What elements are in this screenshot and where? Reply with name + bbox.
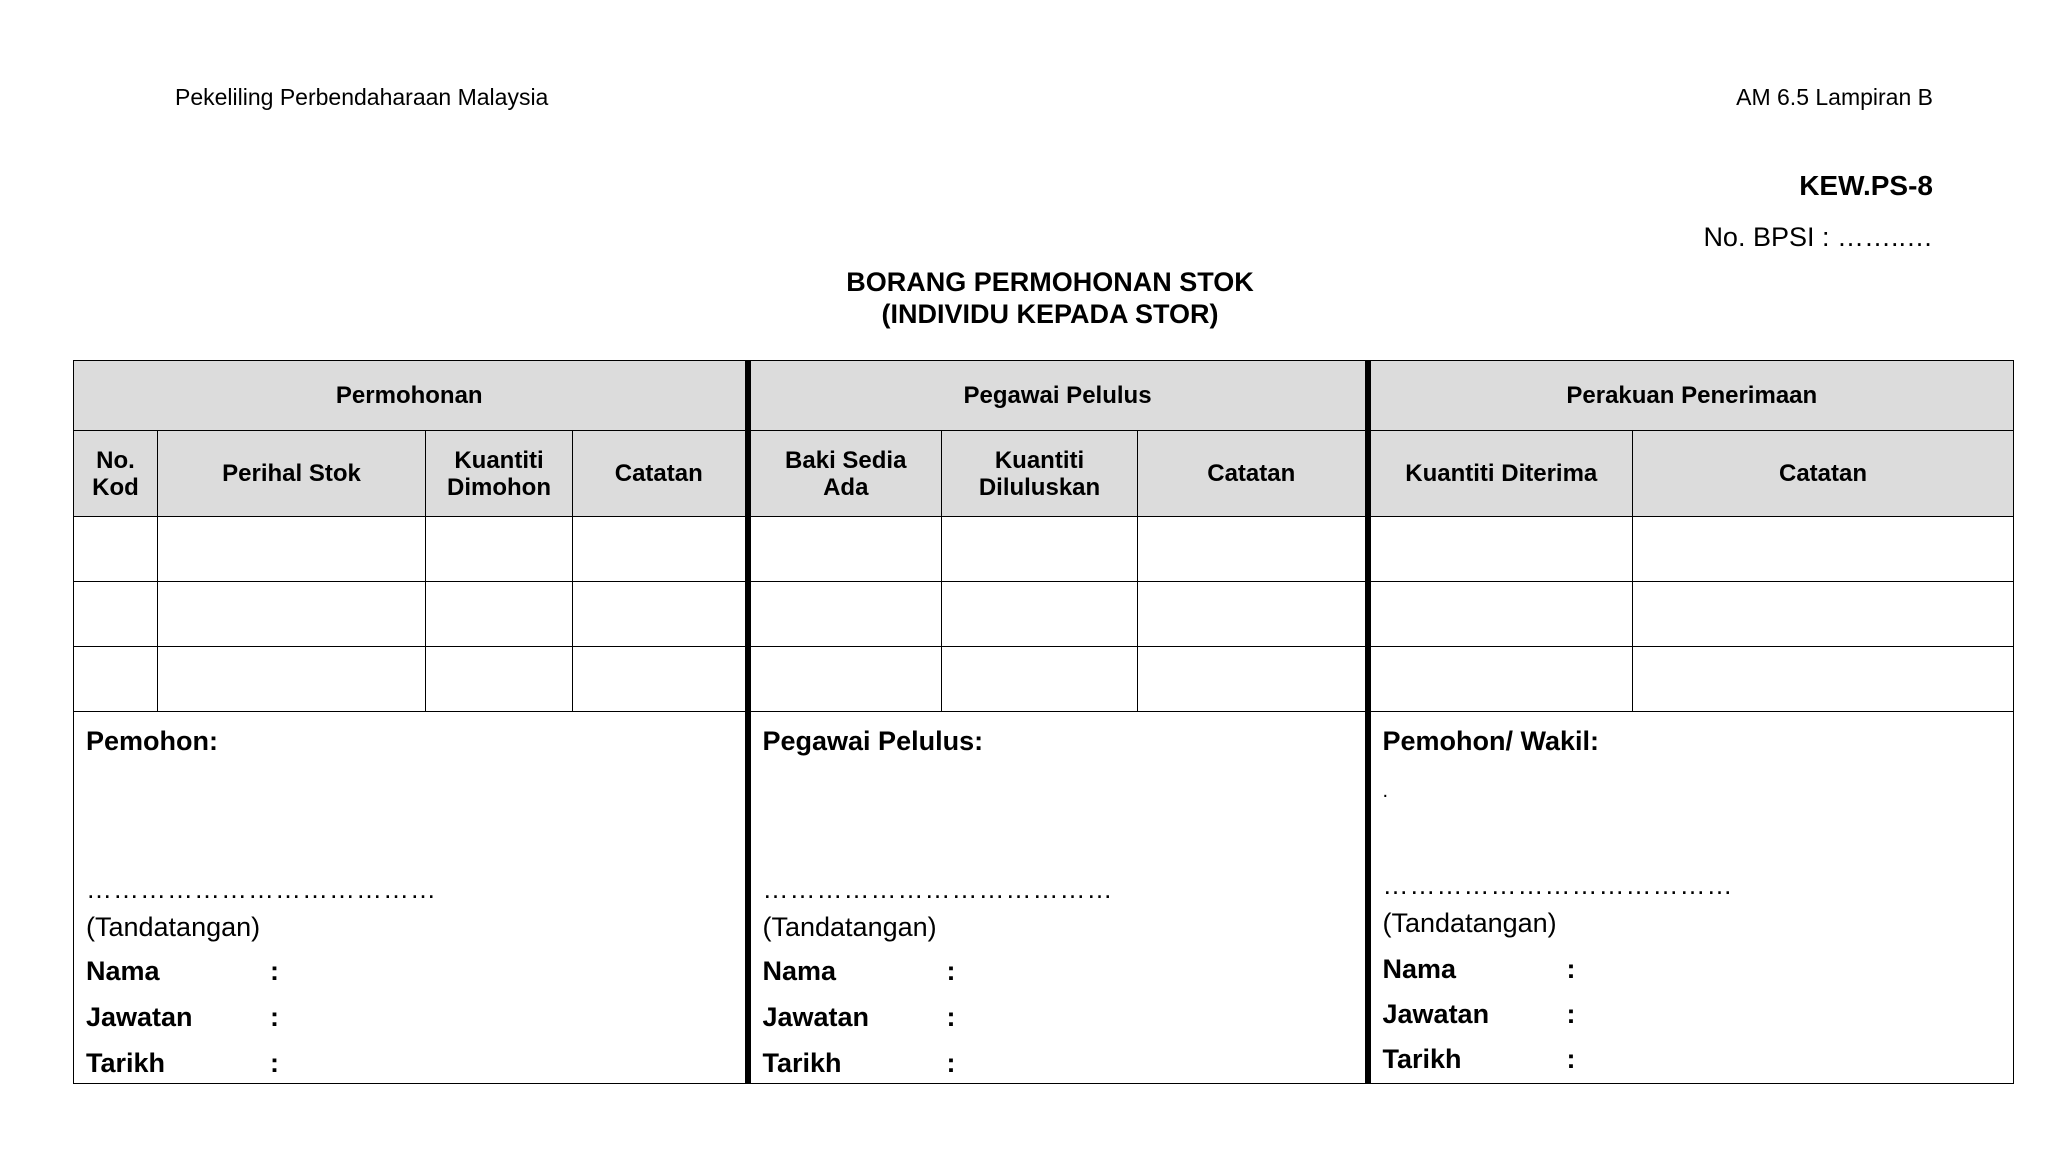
col-kuantiti-diluluskan-line-2: Diluluskan: [978, 473, 1101, 501]
signature-title-wakil: Pemohon/ Wakil:: [1382, 726, 1600, 756]
field-tarikh[interactable]: [763, 1048, 956, 1079]
group-perakuan-penerimaan: Perakuan Penerimaan: [1368, 361, 2014, 431]
circular-reference: Pekeliling Perbendaharaan Malaysia: [175, 84, 549, 110]
col-kuantiti-dimohon-line-2: Dimohon: [447, 473, 551, 501]
stock-request-table: [73, 360, 2014, 1084]
col-catatan-penerimaan: Catatan: [1633, 431, 2014, 517]
signature-line[interactable]: …………………………………: [1382, 870, 1734, 900]
table-cell[interactable]: [748, 517, 942, 582]
table-cell[interactable]: [942, 647, 1138, 712]
table-cell[interactable]: [74, 647, 158, 712]
field-label: Nama: [1382, 954, 1457, 984]
field-label: Tarikh: [86, 1048, 166, 1078]
col-baki-sedia-ada: [748, 431, 942, 517]
field-colon: :: [270, 956, 279, 986]
table-cell[interactable]: [942, 582, 1138, 647]
field-colon: :: [1566, 1044, 1576, 1074]
table-cell[interactable]: [942, 517, 1138, 582]
col-kuantiti-diluluskan: [942, 431, 1138, 517]
col-no-kod: [74, 431, 158, 517]
field-jawatan[interactable]: [86, 1002, 279, 1033]
table-cell[interactable]: [573, 647, 748, 712]
field-label: Nama: [762, 956, 837, 986]
table-row: [74, 582, 2014, 647]
field-colon: :: [270, 1002, 279, 1032]
signature-caption: (Tandatangan): [86, 912, 261, 942]
field-label: Tarikh: [1382, 1044, 1462, 1074]
stray-dot: .: [1382, 780, 1389, 802]
table-cell[interactable]: [1138, 582, 1368, 647]
col-no-kod-line-2: Kod: [92, 473, 139, 501]
field-jawatan[interactable]: [763, 1002, 956, 1033]
table-cell[interactable]: [573, 582, 748, 647]
table-cell[interactable]: [74, 582, 158, 647]
signature-line[interactable]: …………………………………: [762, 874, 1114, 904]
signature-caption: (Tandatangan): [762, 912, 937, 942]
col-kuantiti-diluluskan-line-1: Kuantiti: [994, 446, 1085, 474]
table-cell[interactable]: [1633, 647, 2014, 712]
signature-block-pemohon: [74, 712, 748, 1084]
field-label: Jawatan: [1382, 999, 1490, 1029]
table-cell[interactable]: [158, 517, 426, 582]
field-nama[interactable]: [763, 956, 956, 987]
col-kuantiti-dimohon: [426, 431, 573, 517]
field-colon: :: [946, 956, 956, 986]
form-code: KEW.PS-8: [1799, 170, 1933, 201]
appendix-reference: AM 6.5 Lampiran B: [1736, 84, 1933, 110]
field-colon: :: [1566, 954, 1576, 984]
table-cell[interactable]: [573, 517, 748, 582]
table-cell[interactable]: [158, 582, 426, 647]
col-perihal-stok: Perihal Stok: [158, 431, 426, 517]
group-pegawai-pelulus: Pegawai Pelulus: [748, 361, 1368, 431]
table-cell[interactable]: [426, 517, 573, 582]
table-cell[interactable]: [158, 647, 426, 712]
table-row: [74, 517, 2014, 582]
col-baki-line-1: Baki Sedia: [785, 446, 907, 474]
table-cell[interactable]: [1368, 647, 1633, 712]
table-cell[interactable]: [1368, 582, 1633, 647]
signature-line[interactable]: …………………………………: [86, 874, 437, 904]
form-title: [0, 266, 2048, 330]
col-no-kod-line-1: No.: [96, 446, 135, 474]
signature-title-pemohon: Pemohon:: [86, 726, 218, 756]
form-title-line-2: (INDIVIDU KEPADA STOR): [881, 299, 1219, 329]
signature-title-pegawai: Pegawai Pelulus:: [762, 726, 984, 756]
bpsi-number: No. BPSI : ……..…: [1703, 222, 1933, 252]
signature-block-pegawai-pelulus: [748, 712, 1368, 1084]
field-colon: :: [270, 1048, 279, 1078]
field-tarikh[interactable]: [86, 1048, 279, 1079]
table-cell[interactable]: [1633, 517, 2014, 582]
table-cell[interactable]: [426, 647, 573, 712]
field-colon: :: [946, 1048, 956, 1078]
col-kuantiti-dimohon-line-1: Kuantiti: [454, 446, 544, 474]
field-jawatan[interactable]: [1383, 999, 1576, 1030]
col-baki-line-2: Ada: [823, 473, 869, 501]
field-label: Nama: [86, 956, 160, 986]
table-cell[interactable]: [1633, 582, 2014, 647]
table-cell[interactable]: [1138, 517, 1368, 582]
field-colon: :: [946, 1002, 956, 1032]
table-cell[interactable]: [1368, 517, 1633, 582]
col-catatan-pelulus: Catatan: [1138, 431, 1368, 517]
signature-caption: (Tandatangan): [1382, 908, 1557, 938]
col-kuantiti-diterima: Kuantiti Diterima: [1368, 431, 1633, 517]
field-colon: :: [1566, 999, 1576, 1029]
field-label: Jawatan: [762, 1002, 870, 1032]
field-label: Tarikh: [762, 1048, 842, 1078]
table-cell[interactable]: [74, 517, 158, 582]
field-nama[interactable]: [86, 956, 279, 987]
signature-block-pemohon-wakil: [1368, 712, 2014, 1084]
col-catatan-permohonan: Catatan: [573, 431, 748, 517]
table-row: [74, 647, 2014, 712]
table-cell[interactable]: [748, 582, 942, 647]
field-nama[interactable]: [1383, 954, 1576, 985]
form-title-line-1: BORANG PERMOHONAN STOK: [846, 267, 1254, 297]
table-cell[interactable]: [426, 582, 573, 647]
table-cell[interactable]: [748, 647, 942, 712]
field-label: Jawatan: [86, 1002, 193, 1032]
table-cell[interactable]: [1138, 647, 1368, 712]
field-tarikh[interactable]: [1383, 1044, 1576, 1075]
group-permohonan: Permohonan: [74, 361, 748, 431]
